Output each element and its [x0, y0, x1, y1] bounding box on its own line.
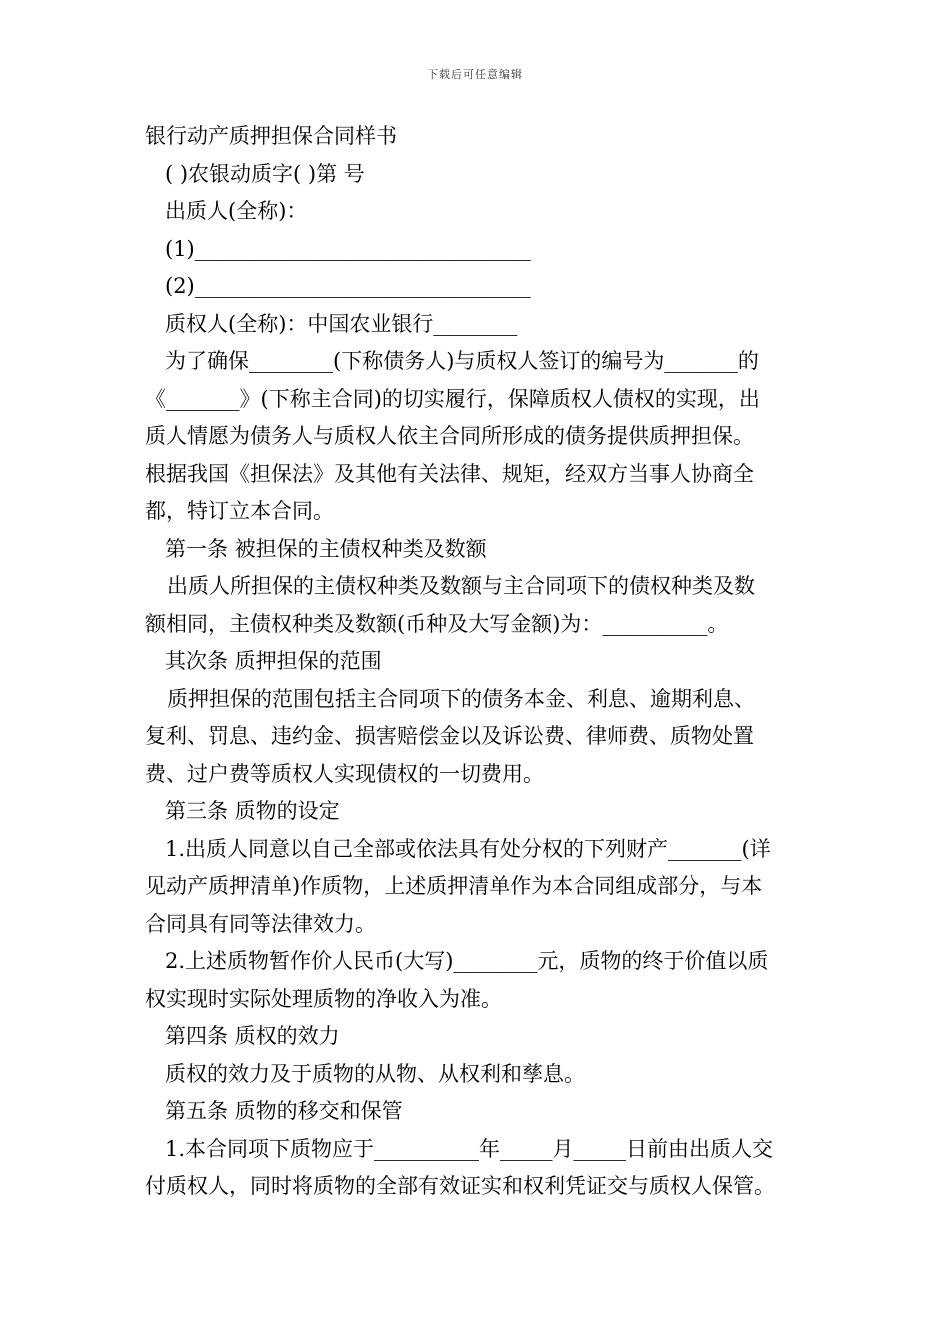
article-1-line-2: 额相同，主债权种类及数额(币种及大写金额)为：__________。 [145, 611, 729, 636]
preamble-line-1: 为了确保________(下称债务人)与质权人签订的编号为_______的 [165, 349, 759, 373]
article-2-line-2: 复利、罚息、违约金、损害赔偿金以及诉讼费、律师费、质物处置 [145, 724, 754, 748]
article-5-item-1-line-1: 1.本合同项下质物应于__________年_____月_____日前由出质人交 [165, 1136, 774, 1161]
article-5-heading: 第五条 质物的移交和保管 [165, 1099, 403, 1123]
article-4-line-1: 质权的效力及于质物的从物、从权利和孳息。 [165, 1061, 585, 1086]
article-3-item-1-line-1: 1.出质人同意以自己全部或依法具有处分权的下列财产_______(详 [165, 836, 771, 861]
article-5-item-1-line-2: 付质权人，同时将质物的全部有效证实和权利凭证交与质权人保管。 [145, 1174, 775, 1198]
pledgor-blank-1: (1)________________________________ [165, 236, 531, 261]
article-3-heading: 第三条 质物的设定 [165, 799, 340, 823]
article-2-line-1: 质押担保的范围包括主合同项下的债务本金、利息、逾期利息、 [167, 686, 755, 711]
document-title: 银行动产质押担保合同样书 [145, 124, 397, 148]
article-2-heading: 其次条 质押担保的范围 [165, 649, 382, 673]
pledgor-blank-2: (2)________________________________ [165, 274, 531, 298]
contract-body [145, 118, 825, 1206]
preamble-line-3: 质人情愿为债务人与质权人依主合同所形成的债务提供质押担保。 [145, 424, 754, 448]
article-1-line-1: 出质人所担保的主债权种类及数额与主合同项下的债权种类及数 [167, 574, 755, 598]
article-1-heading: 第一条 被担保的主债权种类及数额 [165, 536, 487, 561]
article-3-item-1-line-2: 见动产质押清单)作质物，上述质押清单作为本合同组成部分，与本 [145, 874, 763, 898]
contract-number-line: ( )农银动质字( )第 号 [165, 161, 365, 186]
preamble-line-4: 根据我国《担保法》及其他有关法律、规矩，经双方当事人协商全 [145, 461, 754, 486]
article-3-item-1-line-3: 合同具有同等法律效力。 [145, 911, 376, 936]
article-2-line-3: 费、过户费等质权人实现债权的一切费用。 [145, 761, 544, 786]
article-4-heading: 第四条 质权的效力 [165, 1024, 340, 1048]
article-3-item-2-line-2: 权实现时实际处理质物的净收入为准。 [145, 986, 502, 1011]
pledgee-line: 质权人(全称)：中国农业银行________ [165, 311, 518, 336]
page-header-note: 下载后可任意编辑 [427, 68, 523, 81]
article-3-item-2-line-1: 2.上述质物暂作价人民币(大写)________元，质物的终于价值以质 [165, 949, 769, 973]
pledgor-label: 出质人(全称)： [165, 199, 308, 223]
preamble-line-5: 都，特订立本合同。 [145, 499, 334, 523]
preamble-line-2: 《_______》(下称主合同)的切实履行，保障质权人债权的实现，出 [145, 386, 760, 411]
